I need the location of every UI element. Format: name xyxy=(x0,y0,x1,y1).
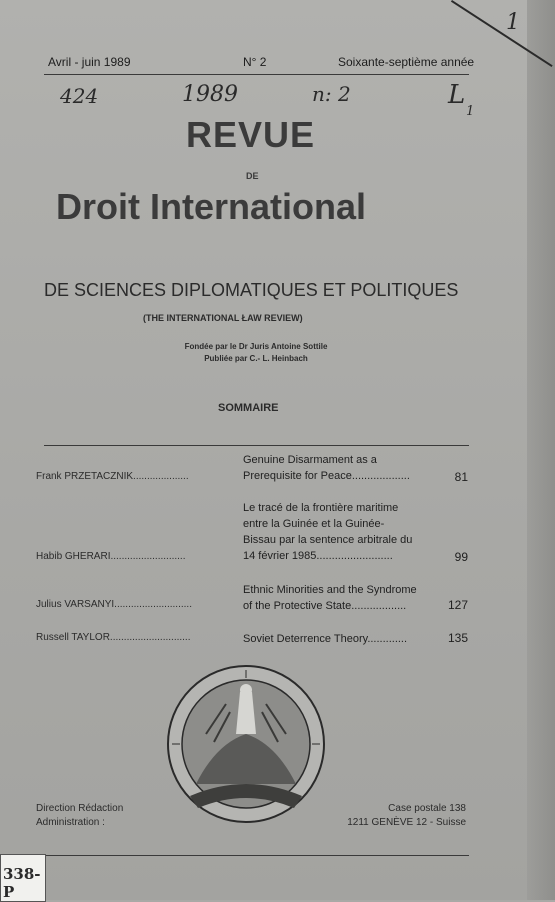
footer-rule xyxy=(44,855,469,856)
toc-page-1: 81 xyxy=(454,470,468,484)
handwritten-top-right: 1 xyxy=(506,10,520,35)
handwritten-number: 424 xyxy=(60,84,99,108)
sommaire-heading: SOMMAIRE xyxy=(218,402,279,414)
footer-direction: Direction Rédaction xyxy=(36,803,124,814)
title-revue: REVUE xyxy=(186,114,316,155)
handwritten-mark-sub: 1 xyxy=(466,104,475,119)
issue-number: N° 2 xyxy=(243,55,267,69)
library-stamp xyxy=(0,854,46,902)
toc-title-3-line-1: Ethnic Minorities and the Syndrome xyxy=(243,584,417,596)
founder-line: Fondée par le Dr Juris Antoine Sottile xyxy=(184,342,328,351)
toc-title-1 xyxy=(243,452,435,484)
footer-administration: Administration : xyxy=(36,817,105,828)
english-title: (THE INTERNATIONAL ŁAW REVIEW) xyxy=(143,313,303,323)
toc-title-3-line-2: of the Protective State.................. xyxy=(243,600,407,612)
journal-seal-emblem xyxy=(166,664,326,824)
toc-author-1: Frank PRZETACZNIK.................... xyxy=(36,471,189,482)
toc-title-4 xyxy=(243,631,435,647)
binding-spine xyxy=(527,0,555,900)
toc-title-2-line-2: entre la Guinée et la Guinée- xyxy=(243,518,385,530)
toc-page-2: 99 xyxy=(454,550,468,564)
toc-title-2-line-1: Le tracé de la frontière maritime xyxy=(243,502,399,514)
title-main: Droit International xyxy=(56,186,367,227)
toc-title-4-line-1: Soviet Deterrence Theory............. xyxy=(243,633,408,645)
handwritten-mark: L xyxy=(448,80,466,110)
toc-title-2-line-4: 14 février 1985......................... xyxy=(243,550,393,562)
title-de: DE xyxy=(246,171,259,181)
issue-year: Soixante-septième année xyxy=(338,55,475,69)
toc-author-3: Julius VARSANYI............................ xyxy=(36,599,192,610)
footer-address: 1211 GENÈVE 12 - Suisse xyxy=(347,817,466,828)
toc-page-3: 127 xyxy=(447,598,468,612)
toc-title-1-line-2: Prerequisite for Peace................... xyxy=(243,470,410,482)
toc-page-4: 135 xyxy=(447,631,468,645)
toc-title-1-line-1: Genuine Disarmament as a xyxy=(243,454,377,466)
handwritten-issue: n: 2 xyxy=(312,82,351,106)
footer-right xyxy=(320,802,466,830)
sommaire-top-rule xyxy=(44,445,469,446)
footer-left xyxy=(36,802,123,830)
stamp-code: 338-P xyxy=(3,865,41,901)
toc-author-2: Habib GHERARI........................... xyxy=(36,551,186,562)
subtitle: DE SCIENCES DIPLOMATIQUES ET POLITIQUES xyxy=(44,280,459,300)
toc-title-2-line-3: Bissau par la sentence arbitrale du xyxy=(243,534,413,546)
toc-title-2 xyxy=(243,500,435,564)
publisher-line: Publiée par C.- L. Heinbach xyxy=(204,354,308,363)
handwritten-year: 1989 xyxy=(182,82,238,107)
footer-postbox: Case postale 138 xyxy=(388,803,466,814)
issue-date: Avril - juin 1989 xyxy=(48,55,131,69)
toc-title-3 xyxy=(243,582,435,614)
toc-author-4: Russell TAYLOR............................. xyxy=(36,632,191,643)
header-rule xyxy=(44,74,469,75)
